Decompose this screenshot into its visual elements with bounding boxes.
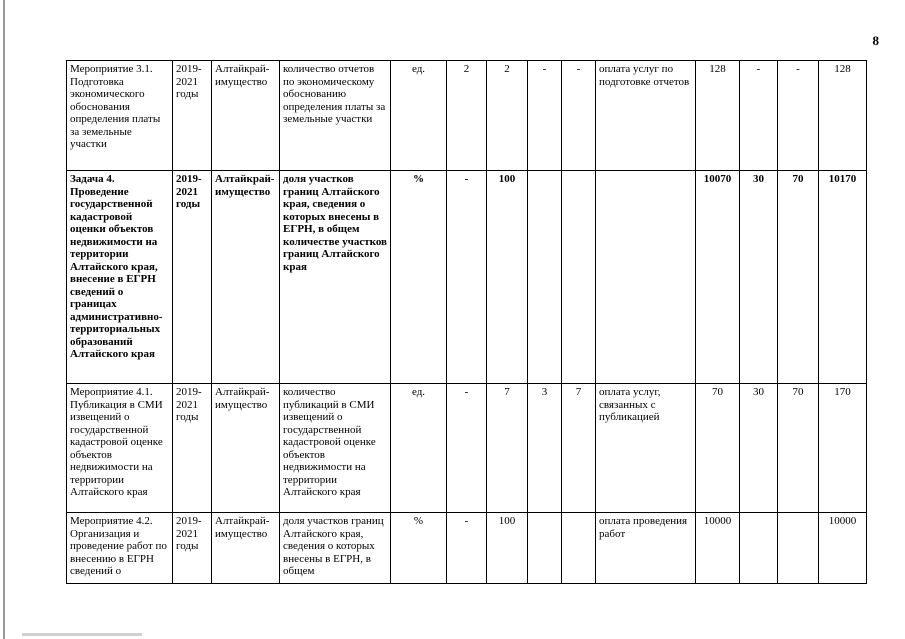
finance-cell: 70 [778, 384, 819, 513]
indicator-cell: доля участков границ Алтайского края, сведения о которых внесены в ЕГРН, в общем [280, 513, 391, 584]
finance-cell: 10000 [696, 513, 740, 584]
measure-name: Мероприятие 3.1. Подготовка экономического обоснования определения платы за земельные участки [70, 63, 161, 150]
measure-name-cell [67, 513, 173, 584]
finance-total-cell: 170 [819, 384, 867, 513]
scan-edge [3, 0, 5, 639]
measure-name: Проведение государственной кадастровой оценки объектов недвижимости на территории Алтайского края, внесение в ЕГРН сведений о границах административно-территориальных образований Алтайского края [70, 185, 163, 360]
expense-cell [596, 171, 696, 384]
expense-cell: оплата услуг, связанных с публикацией [596, 384, 696, 513]
value-cell: 100 [487, 513, 528, 584]
finance-total-cell: 10170 [819, 171, 867, 384]
measure-name: Мероприятие 4.2. Организация и проведение работ по внесению в ЕГРН сведений о [70, 515, 167, 577]
value-cell: - [447, 384, 487, 513]
value-cell [562, 513, 596, 584]
indicator-cell: доля участков границ Алтайского края, сведения о которых внесены в ЕГРН, в общем количестве участков границ Алтайского края [280, 171, 391, 384]
unit-cell: % [391, 171, 447, 384]
period-cell: 2019-2021 годы [173, 513, 212, 584]
table-row [67, 513, 867, 584]
page-number: 8 [872, 33, 879, 48]
value-cell: 3 [528, 384, 562, 513]
measure-name-cell [67, 171, 173, 384]
program-measures-table [66, 60, 867, 584]
finance-cell: 10070 [696, 171, 740, 384]
finance-cell: 30 [740, 171, 778, 384]
expense-cell: оплата услуг по подготовке отчетов [596, 61, 696, 171]
measure-name: Мероприятие 4.1. Публикация в СМИ извещений о государственной кадастровой оценке объектов недвижимости на территории Алтайского края [70, 386, 163, 498]
executor-cell: Алтайкрай-имущество [212, 61, 280, 171]
indicator-cell: количество публикаций в СМИ извещений о государственной кадастровой оценке объектов недвижимости на территории Алтайского края [280, 384, 391, 513]
value-cell: 7 [562, 384, 596, 513]
finance-cell: - [778, 61, 819, 171]
measure-name-cell [67, 384, 173, 513]
finance-cell [740, 513, 778, 584]
value-cell: 100 [487, 171, 528, 384]
expense-cell: оплата проведения работ [596, 513, 696, 584]
scan-artifact [22, 633, 142, 636]
value-cell: 7 [487, 384, 528, 513]
value-cell: 2 [487, 61, 528, 171]
executor-cell: Алтайкрай-имущество [212, 384, 280, 513]
finance-cell: 30 [740, 384, 778, 513]
value-cell [562, 171, 596, 384]
finance-total-cell: 128 [819, 61, 867, 171]
table-row [67, 61, 867, 171]
value-cell: - [528, 61, 562, 171]
finance-cell: 70 [778, 171, 819, 384]
table-row [67, 384, 867, 513]
finance-cell [778, 513, 819, 584]
value-cell: - [562, 61, 596, 171]
unit-cell: % [391, 513, 447, 584]
measure-name-cell [67, 61, 173, 171]
value-cell [528, 171, 562, 384]
table-row [67, 171, 867, 384]
executor-cell: Алтайкрай-имущество [212, 171, 280, 384]
value-cell: 2 [447, 61, 487, 171]
finance-cell: 128 [696, 61, 740, 171]
value-cell: - [447, 513, 487, 584]
value-cell: - [447, 171, 487, 384]
task-title: Задача 4. [70, 173, 115, 185]
period-cell: 2019-2021 годы [173, 384, 212, 513]
unit-cell: ед. [391, 61, 447, 171]
period-cell: 2019-2021 годы [173, 61, 212, 171]
indicator-cell: количество отчетов по экономическому обоснованию определения платы за земельные участки [280, 61, 391, 171]
unit-cell: ед. [391, 384, 447, 513]
value-cell [528, 513, 562, 584]
executor-cell: Алтайкрай-имущество [212, 513, 280, 584]
finance-cell: 70 [696, 384, 740, 513]
period-cell: 2019-2021 годы [173, 171, 212, 384]
finance-total-cell: 10000 [819, 513, 867, 584]
finance-cell: - [740, 61, 778, 171]
